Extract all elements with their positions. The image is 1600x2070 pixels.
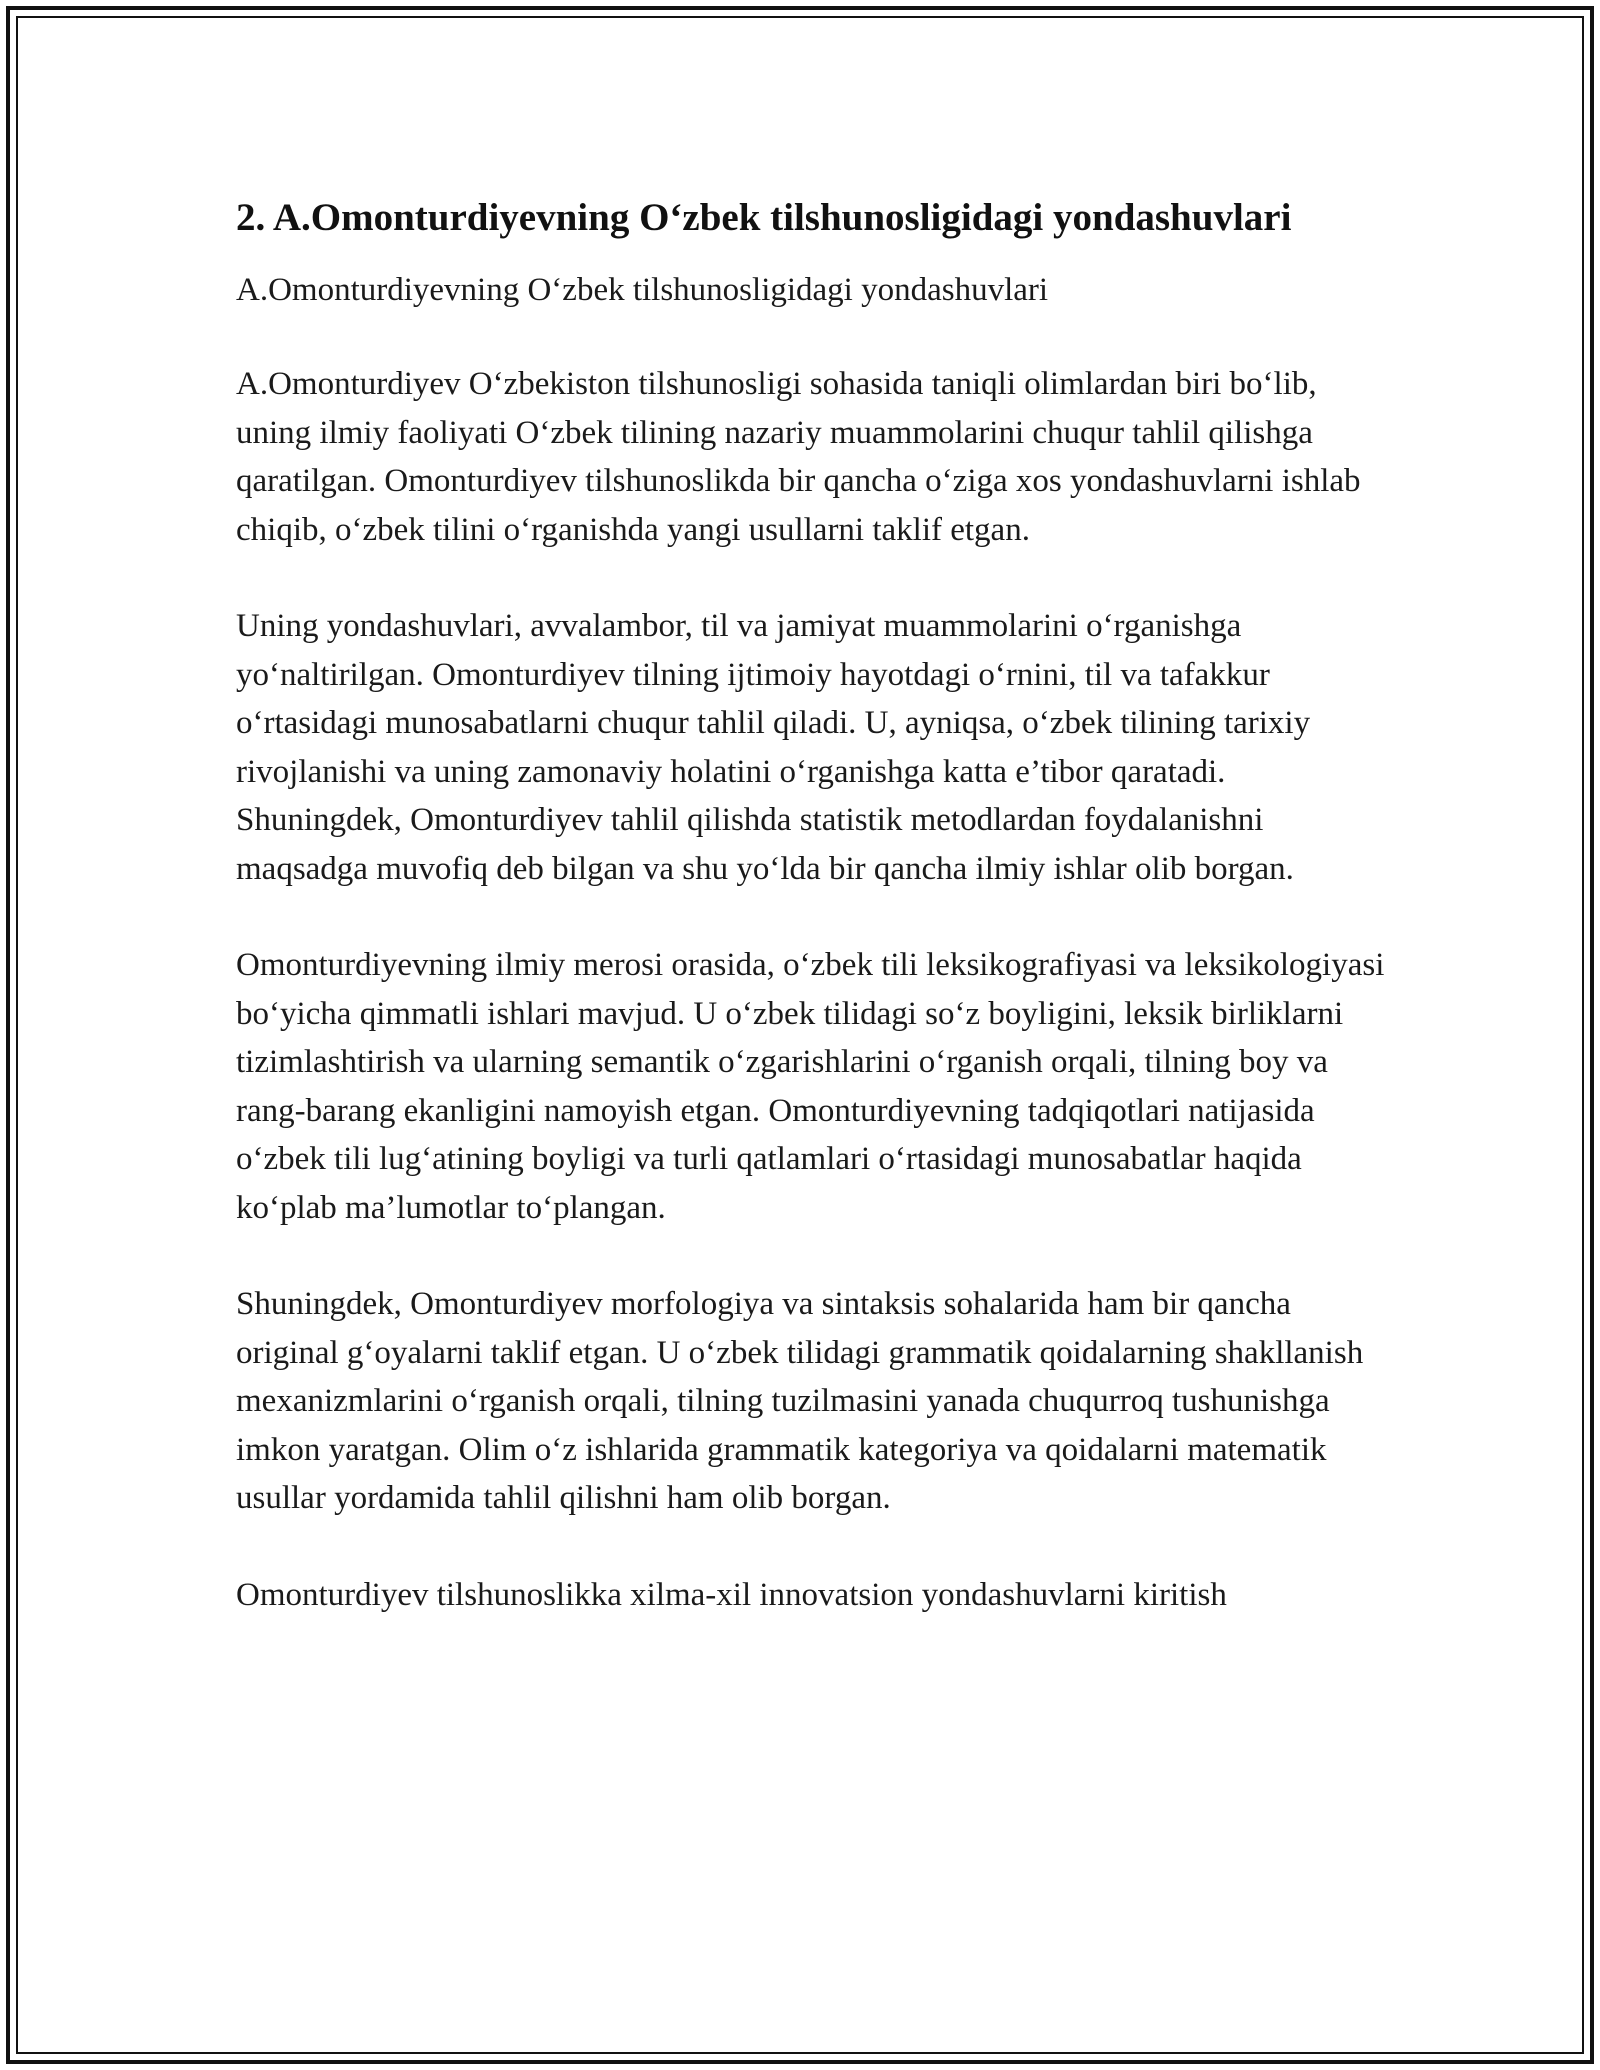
section-subtitle: A.Omonturdiyevning O‘zbek tilshunosligidagi yondashuvlari	[236, 272, 1049, 308]
paragraph-1: A.Omonturdiyev O‘zbekiston tilshunosligi sohasida taniqli olimlardan biri bo‘lib, uning ilmiy faoliyati O‘zbek tilining nazariy muammolarini chuqur tahlil qilishga qaratilgan. Omonturdiyev tilshunoslikda bir qancha o‘ziga xos yondashuvlarni ishlab chiqib, o‘zbek tilini o‘rganishda yangi usullarni taklif etgan.	[236, 366, 1361, 548]
section-heading: 2. A.Omonturdiyevning O‘zbek tilshunosligidagi yondashuvlari	[236, 196, 1292, 239]
paragraph-5: Omonturdiyev tilshunoslikka xilma-xil innovatsion yondashuvlarni kiritish	[236, 1576, 1227, 1613]
paragraph-4: Shuningdek, Omonturdiyev morfologiya va sintaksis sohalarida ham bir qancha original g‘oyalarni taklif etgan. U o‘zbek tilidagi grammatik qoidalarning shakllanish mexanizmlarini o‘rganish orqali, tilning tuzilmasini yanada chuqurroq tushunishga imkon yaratgan. Olim o‘z ishlarida grammatik kategoriya va qoidalarni matematik usullar yordamida tahlil qilishni ham olib borgan.	[236, 1286, 1364, 1516]
paragraph-2: Uning yondashuvlari, avvalambor, til va jamiyat muammolarini o‘rganishga yo‘naltirilgan. Omonturdiyev tilning ijtimoiy hayotdagi o‘rnini, til va tafakkur o‘rtasidagi munosabatlarni chuqur tahlil qiladi. U, ayniqsa, o‘zbek tilining tarixiy rivojlanishi va uning zamonaviy holatini o‘rganishga katta e’tibor qaratadi. Shuningdek, Omonturdiyev tahlil qilishda statistik metodlardan foydalanishni maqsadga muvofiq deb bilgan va shu yo‘lda bir qancha ilmiy ishlar olib borgan.	[236, 608, 1311, 887]
document-body	[236, 190, 1396, 1619]
paragraph-3: Omonturdiyevning ilmiy merosi orasida, o‘zbek tili leksikografiyasi va leksikologiyasi bo‘yicha qimmatli ishlari mavjud. U o‘zbek tilidagi so‘z boyligini, leksik birliklarni tizimlashtirish va ularning semantik o‘zgarishlarini o‘rganish orqali, tilning boy va rang-barang ekanligini namoyish etgan. Omonturdiyevning tadqiqotlari natijasida o‘zbek tili lug‘atining boyligi va turli qatlamlari o‘rtasidagi munosabatlar haqida ko‘plab ma’lumotlar to‘plangan.	[236, 947, 1385, 1226]
